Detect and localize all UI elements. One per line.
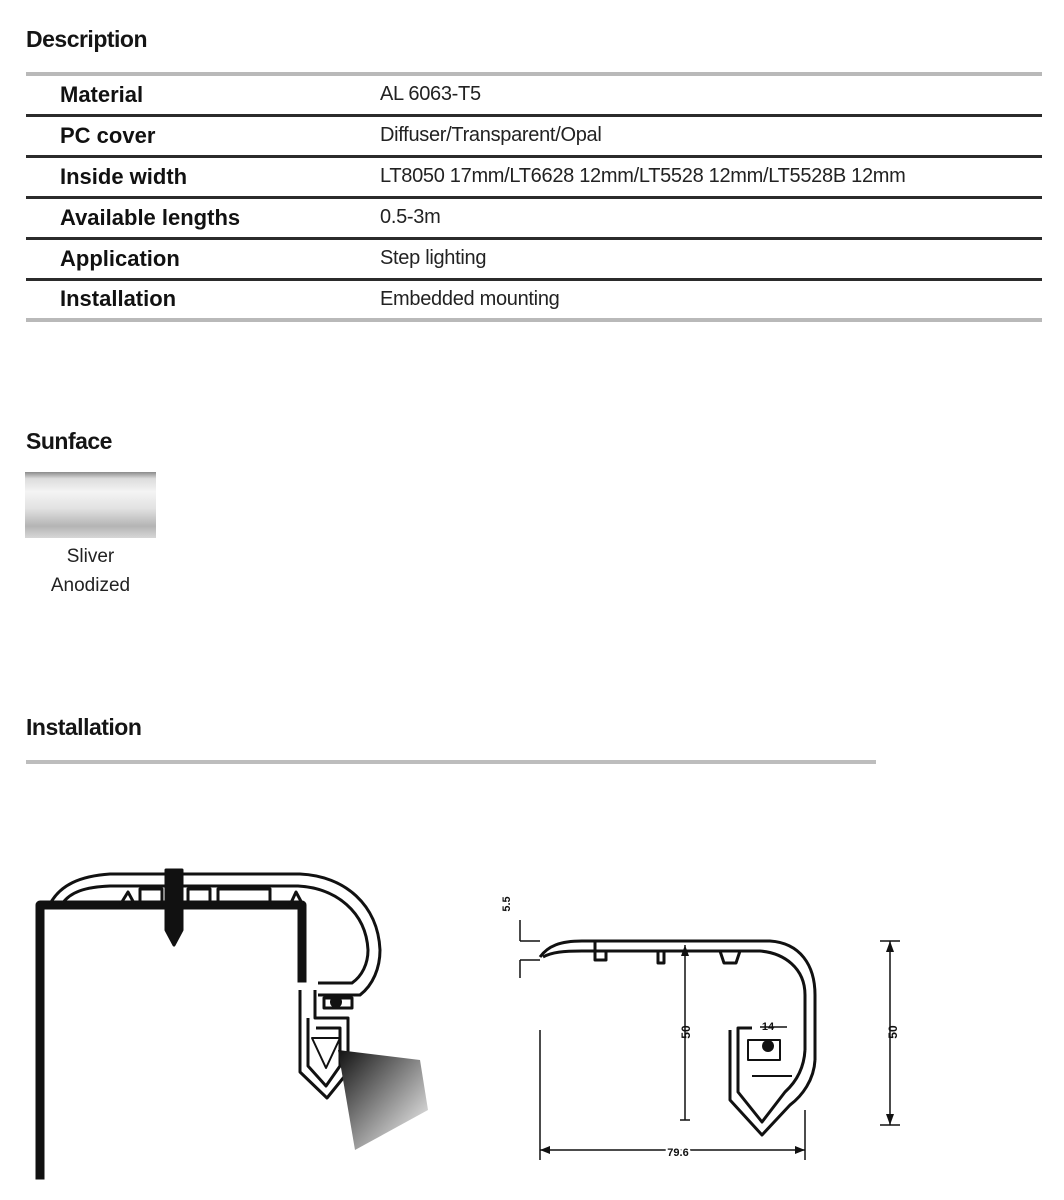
surface-title: Sunface [26, 428, 112, 454]
spec-value: 0.5-3m [380, 197, 1042, 238]
spec-label: Application [26, 238, 380, 279]
spec-label: Installation [26, 279, 380, 320]
dim-channel-width: 14 [761, 1021, 775, 1033]
spec-label: PC cover [26, 115, 380, 156]
spec-label: Available lengths [26, 197, 380, 238]
dim-outer-height: 50 [886, 1025, 900, 1039]
swatch-label-line2: Anodized [50, 575, 131, 596]
installation-illustration [40, 870, 380, 1175]
spec-value: AL 6063-T5 [380, 74, 1042, 115]
spec-value: Step lighting [380, 238, 1042, 279]
installation-title: Installation [26, 714, 142, 740]
swatch-label-line1: Sliver [66, 546, 115, 567]
spec-value: LT8050 17mm/LT6628 12mm/LT5528 12mm/LT5528B 12mm [380, 156, 1042, 197]
spec-label: Inside width [26, 156, 380, 197]
spec-label: Material [26, 74, 380, 115]
dimension-lines [520, 920, 900, 1160]
dim-top-thickness: 5.5 [501, 896, 513, 912]
dim-inner-height: 50 [679, 1025, 693, 1039]
dim-total-width: 79.6 [667, 1147, 689, 1159]
profile-cross-section [540, 941, 815, 1135]
spec-value: Embedded mounting [380, 279, 1042, 320]
spec-value: Diffuser/Transparent/Opal [380, 115, 1042, 156]
light-beam [338, 1050, 428, 1150]
description-title: Description [26, 26, 148, 52]
